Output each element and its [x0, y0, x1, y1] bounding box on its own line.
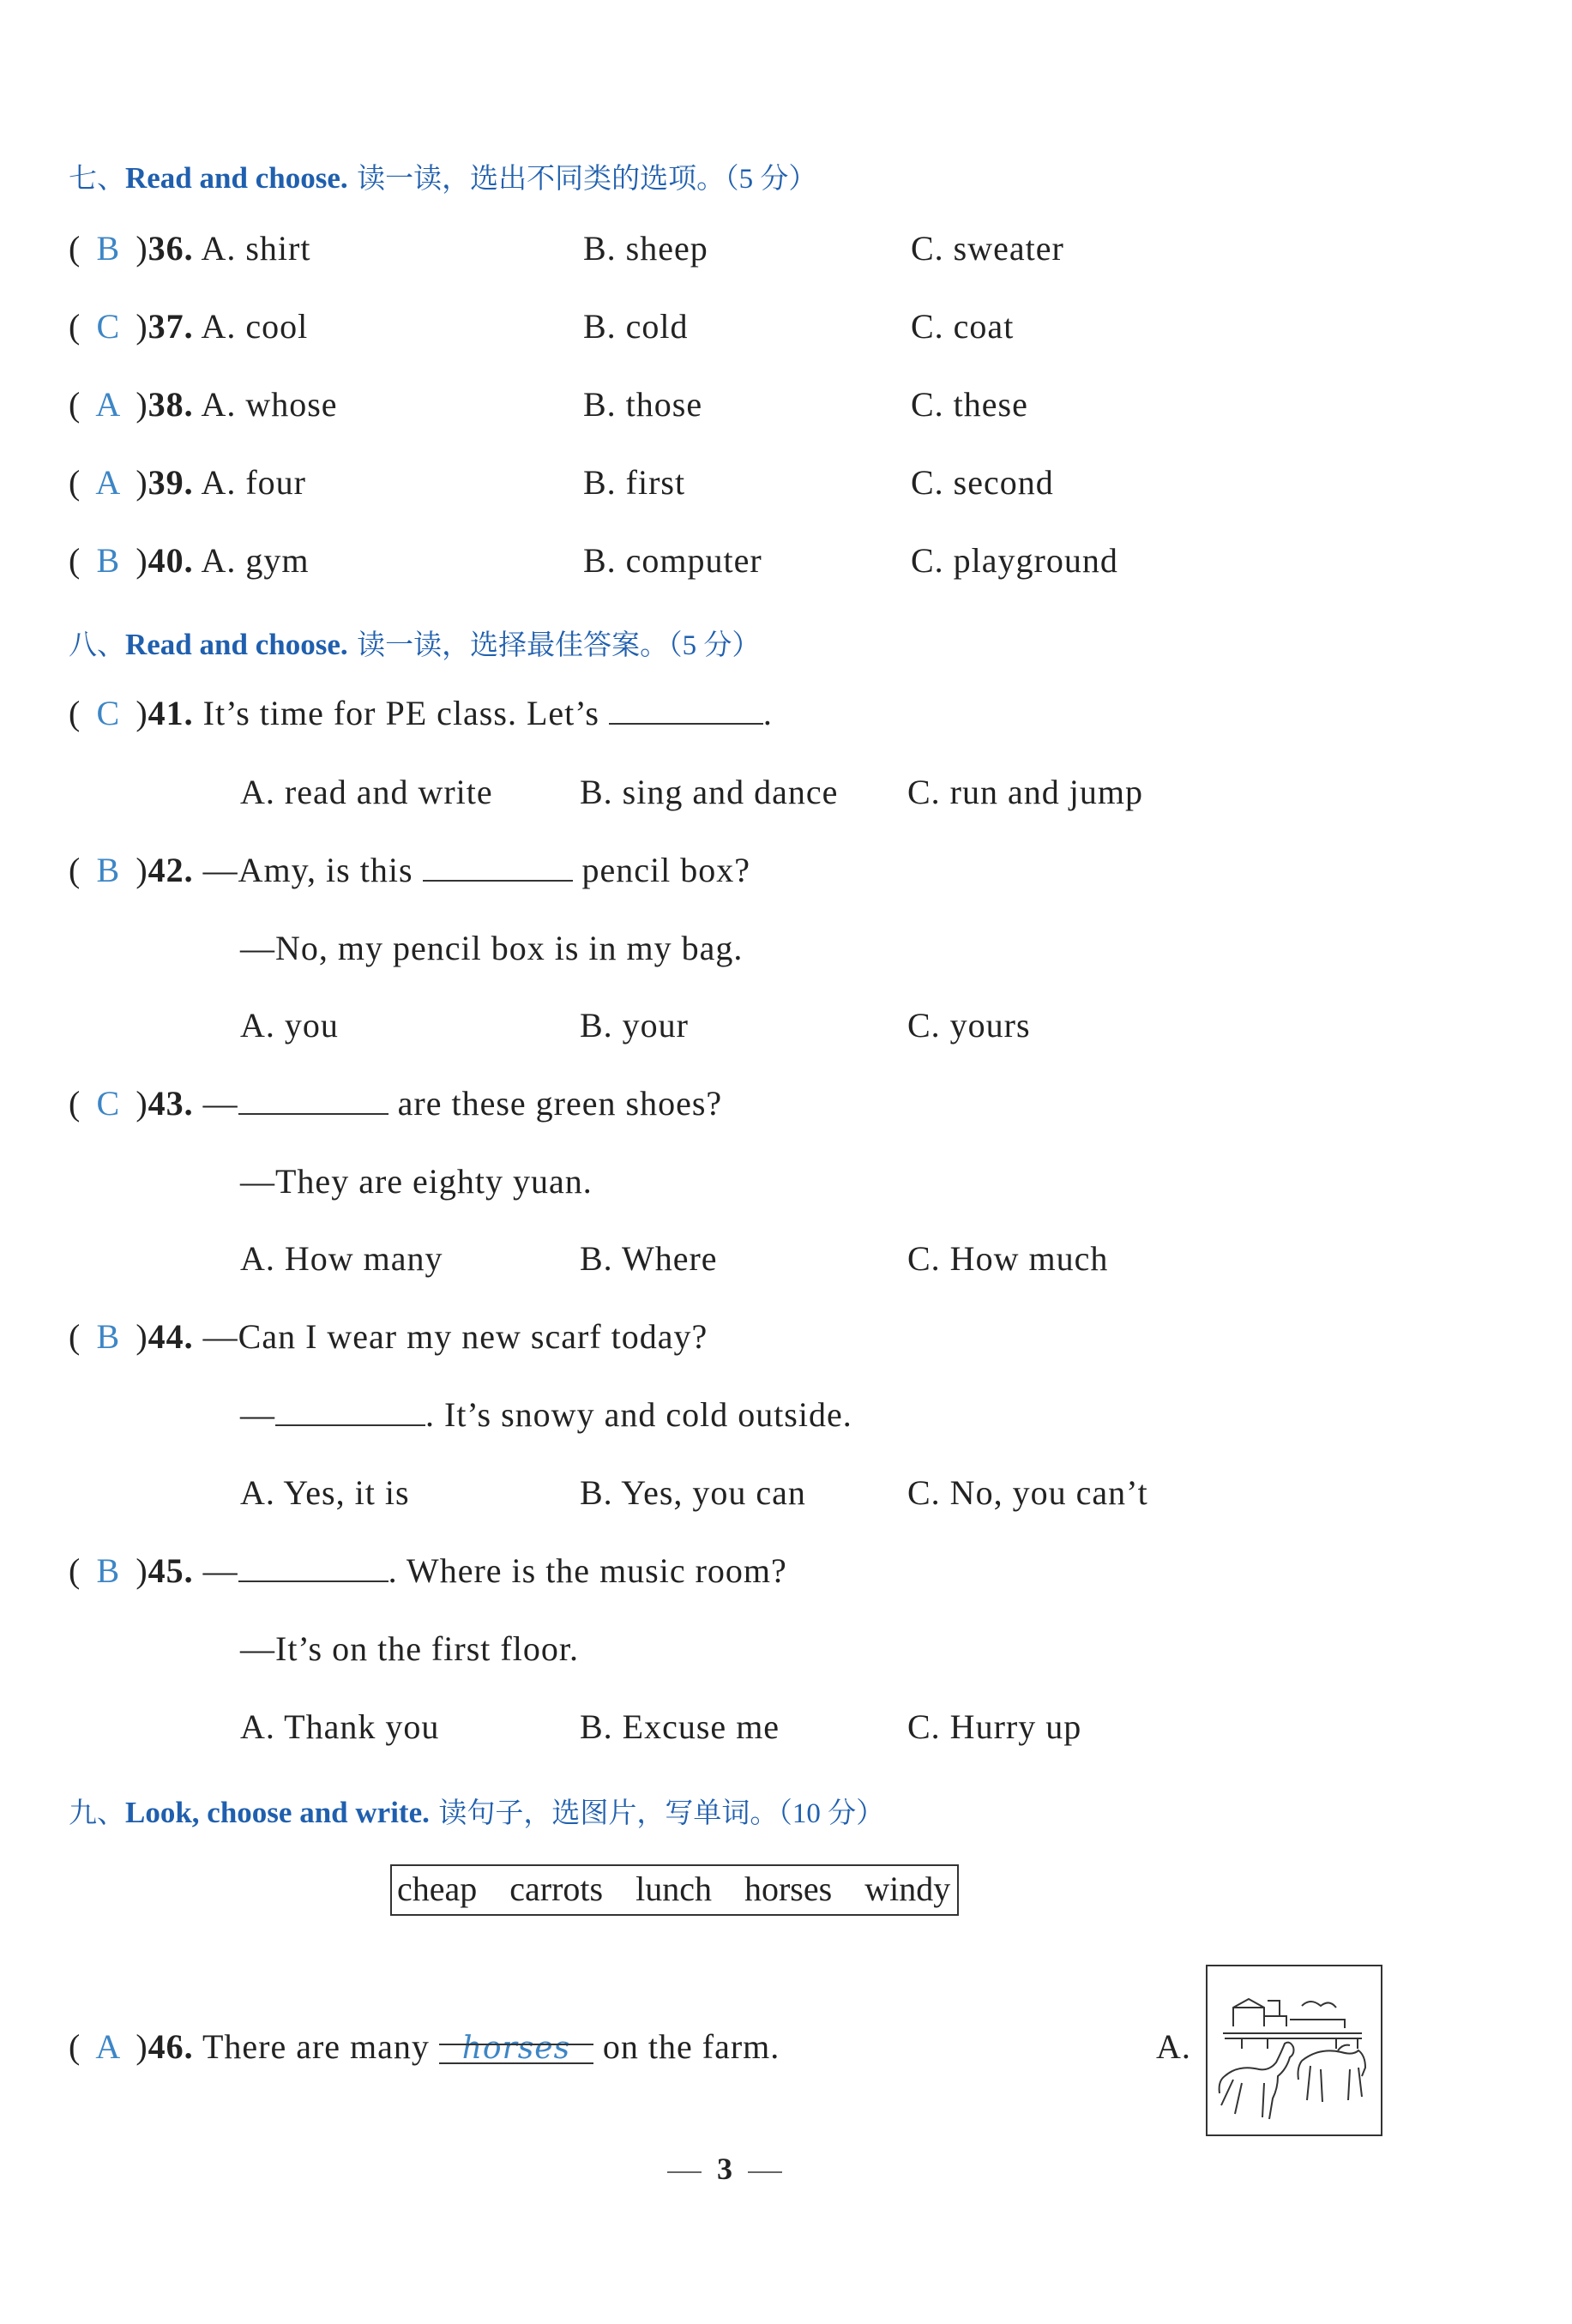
q43-option-b: B. Where [580, 1239, 718, 1278]
answer-45: B [96, 1551, 121, 1590]
option-c: C. coat [911, 307, 1015, 346]
q41-option-c: C. run and jump [907, 773, 1143, 811]
word-bank-item: windy [864, 1869, 951, 1908]
section-9-heading: 九、Look, choose and write. 读句子，选图片，写单词。（10 分） [69, 1796, 885, 1829]
answer-39: A [95, 463, 122, 502]
question-42: ( B )42. —Amy, is this pencil box? [69, 851, 751, 889]
word-bank [390, 1864, 959, 1916]
question-36: ( B )36. A. shirt [69, 229, 311, 268]
answer-44: B [96, 1317, 121, 1356]
option-c: C. second [911, 463, 1054, 502]
answer-46: A [95, 2027, 122, 2066]
blank-41 [609, 722, 763, 725]
question-39: ( A )39. A. four [69, 463, 306, 502]
written-answer-46: horses [439, 2026, 593, 2067]
section-7-heading: 七、Read and choose. 读一读，选出不同类的选项。（5 分） [69, 161, 817, 195]
answer-37: C [96, 307, 121, 346]
option-c: C. these [911, 385, 1028, 424]
option-a: A. cool [201, 307, 309, 346]
section-8-heading: 八、Read and choose. 读一读，选择最佳答案。（5 分） [69, 628, 761, 661]
answer-42: B [96, 851, 121, 889]
q45-reply: —It’s on the first floor. [240, 1629, 579, 1668]
q41-option-b: B. sing and dance [580, 773, 839, 811]
q43-option-c: C. How much [907, 1239, 1109, 1278]
question-45: ( B )45. — . Where is the music room? [69, 1551, 787, 1590]
blank-43 [238, 1112, 388, 1115]
answer-41: C [96, 694, 121, 732]
option-c: C. playground [911, 541, 1118, 580]
blank-45 [238, 1580, 388, 1582]
farm-horses-icon [1208, 1966, 1381, 2134]
q45-option-c: C. Hurry up [907, 1707, 1082, 1746]
q44-option-a: A. Yes, it is [240, 1473, 410, 1512]
option-a: A. gym [201, 541, 310, 580]
word-bank-item: carrots [509, 1869, 604, 1908]
blank-44 [275, 1424, 425, 1426]
option-a: A. whose [201, 385, 338, 424]
answer-36: B [96, 229, 121, 268]
option-b: B. cold [583, 307, 689, 346]
option-a: A. shirt [201, 229, 311, 268]
q45-option-b: B. Excuse me [580, 1707, 780, 1746]
page-number: 3 [652, 2151, 798, 2187]
option-b: B. those [583, 385, 703, 424]
q43-option-a: A. How many [240, 1239, 443, 1278]
word-bank-item: cheap [397, 1869, 478, 1908]
q41-option-a: A. read and write [240, 773, 493, 811]
option-b: B. computer [583, 541, 762, 580]
word-bank-item: horses [744, 1869, 833, 1908]
q44-option-c: C. No, you can’t [907, 1473, 1148, 1512]
q45-option-a: A. Thank you [240, 1707, 440, 1746]
option-c: C. sweater [911, 229, 1064, 268]
q42-reply: —No, my pencil box is in my bag. [240, 929, 744, 967]
question-44: ( B )44. —Can I wear my new scarf today? [69, 1317, 708, 1356]
q42-option-b: B. your [580, 1006, 689, 1045]
farm-horses-picture [1206, 1965, 1382, 2136]
option-b: B. first [583, 463, 686, 502]
answer-38: A [95, 385, 122, 424]
answer-40: B [96, 541, 121, 580]
option-b: B. sheep [583, 229, 708, 268]
q42-option-a: A. you [240, 1006, 339, 1045]
answer-43: C [96, 1084, 121, 1123]
question-46: ( A )46. There are many horses on the farm. [69, 2027, 780, 2066]
question-37: ( C )37. A. cool [69, 307, 309, 346]
question-43: ( C )43. — are these green shoes? [69, 1084, 723, 1123]
word-bank-item: lunch [635, 1869, 712, 1908]
q44-option-b: B. Yes, you can [580, 1473, 806, 1512]
question-41: ( C )41. It’s time for PE class. Let’s . [69, 694, 773, 732]
question-40: ( B )40. A. gym [69, 541, 310, 580]
q44-reply: — . It’s snowy and cold outside. [240, 1395, 852, 1434]
option-a: A. four [201, 463, 306, 502]
blank-42 [423, 879, 573, 882]
picture-option-label: A. [1156, 2027, 1191, 2066]
question-38: ( A )38. A. whose [69, 385, 338, 424]
q43-reply: —They are eighty yuan. [240, 1162, 593, 1201]
q42-option-c: C. yours [907, 1006, 1031, 1045]
